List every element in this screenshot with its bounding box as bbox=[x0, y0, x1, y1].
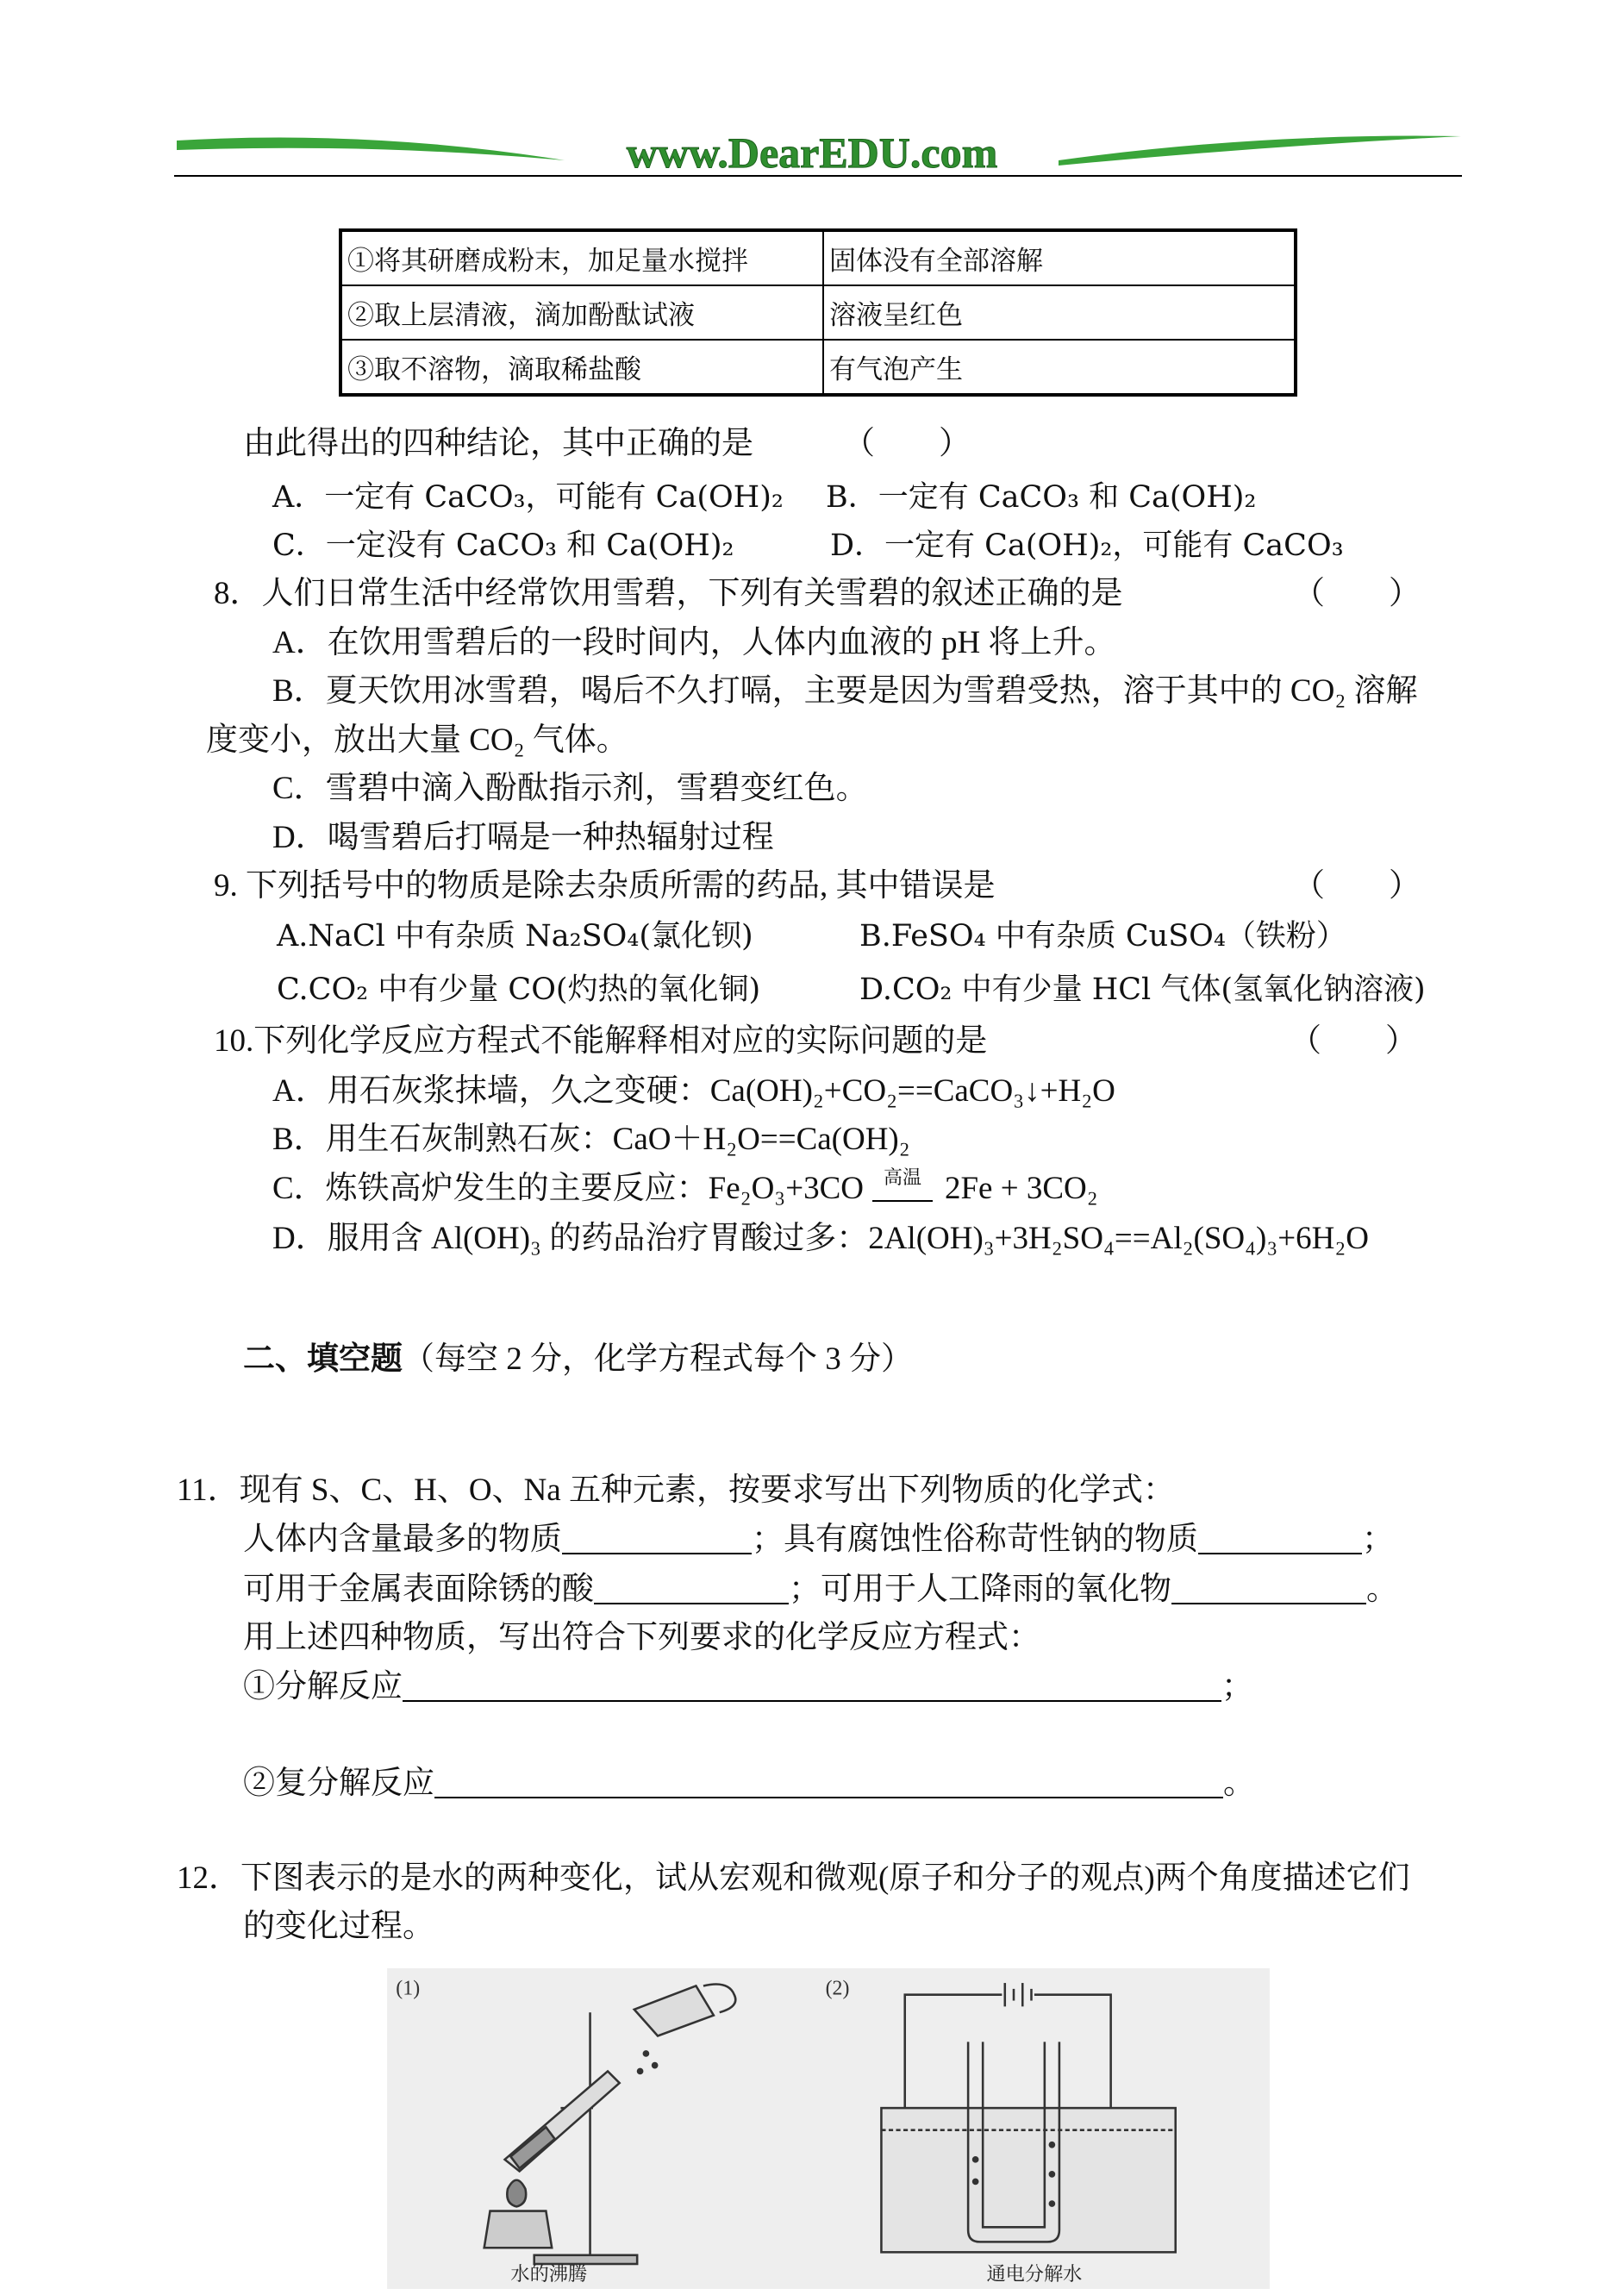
figure-label-1: (1) bbox=[396, 1977, 421, 2000]
q12-stem-cont: 的变化过程。 bbox=[243, 1909, 434, 1944]
q11-prompt-double-decomposition: ②复分解反应 bbox=[243, 1766, 434, 1801]
q11-prompt-most-abundant: 人体内含量最多的物质 bbox=[243, 1522, 562, 1557]
q10-option-c-rhs: 2Fe + 3CO₂ bbox=[944, 1171, 1098, 1206]
q8-option-b-cont: 度变小，放出大量 CO₂ 气体。 bbox=[206, 722, 628, 758]
table-cell-step: ①将其研磨成粉末，加足量水搅拌 bbox=[340, 230, 823, 285]
table-cell-result: 溶液呈红色 bbox=[823, 285, 1296, 340]
q11-line3: 用上述四种物质，写出符合下列要求的化学反应方程式： bbox=[243, 1620, 1040, 1655]
gas-bubble bbox=[973, 2179, 978, 2184]
q9-option-c: C.CO₂ 中有少量 CO(灼热的氧化铜) bbox=[277, 972, 761, 1007]
q7-intro: 由此得出的四种结论，其中正确的是 bbox=[243, 426, 753, 461]
table-row bbox=[340, 230, 1296, 285]
q11-double-decomposition bbox=[243, 1765, 1255, 1803]
q11-stem: 11．现有 S、C、H、O、Na 五种元素，按要求写出下列物质的化学式： bbox=[177, 1473, 1175, 1508]
alcohol-burner bbox=[484, 2211, 552, 2248]
q8-option-d: D．喝雪碧后打嗝是一种热辐射过程 bbox=[272, 820, 774, 855]
punctuation: 。 bbox=[1366, 1572, 1398, 1607]
q11-line2 bbox=[243, 1571, 1398, 1609]
water-changes-figure bbox=[386, 1968, 1271, 2289]
q10-option-d: D．服用含 Al(OH)₃ 的药品治疗胃酸过多：2Al(OH)₃+3H₂SO₄==Al₂(SO₄)₃+6H₂O bbox=[272, 1221, 1369, 1256]
header-banner bbox=[0, 0, 1624, 185]
answer-blank[interactable] bbox=[403, 1671, 1221, 1702]
section-heading bbox=[243, 1341, 913, 1379]
q8-option-c: C．雪碧中滴入酚酞指示剂，雪碧变红色。 bbox=[272, 771, 868, 806]
q10-option-c-lhs: C．炼铁高炉发生的主要反应：Fe₂O₃+3CO bbox=[272, 1171, 864, 1206]
q11-prompt-decomposition: ①分解反应 bbox=[243, 1669, 403, 1704]
flame bbox=[507, 2180, 526, 2207]
section-note: （每空 2 分，化学方程式每个 3 分） bbox=[403, 1341, 913, 1377]
q7-option-d: D．一定有 Ca(OH)₂，可能有 CaCO₃ bbox=[830, 528, 1344, 563]
q11-prompt-rust-acid: 可用于金属表面除锈的酸 bbox=[243, 1572, 594, 1607]
q9-option-d: D.CO₂ 中有少量 HCl 气体(氢氧化钠溶液) bbox=[859, 972, 1426, 1007]
q9-option-b: B.FeSO₄ 中有杂质 CuSO₄（铁粉） bbox=[859, 919, 1346, 954]
q8-option-a: A．在饮用雪碧后的一段时间内，人体内血液的 pH 将上升。 bbox=[272, 625, 1116, 660]
figure-caption-1: 水的沸腾 bbox=[510, 2262, 588, 2285]
section-title: 二、填空题 bbox=[243, 1341, 403, 1377]
table-cell-step: ②取上层清液，滴加酚酞试液 bbox=[340, 285, 823, 340]
q9-stem: 9. 下列括号中的物质是除去杂质所需的药品, 其中错误是 bbox=[214, 868, 996, 904]
q11-line1 bbox=[243, 1521, 1394, 1559]
punctuation: ； bbox=[1221, 1669, 1253, 1704]
site-brand: www.DearEDU.com bbox=[626, 128, 998, 177]
reaction-condition bbox=[872, 1166, 933, 1202]
table-cell-result: 固体没有全部溶解 bbox=[823, 230, 1296, 285]
q11-prompt-rain-oxide: ；可用于人工降雨的氧化物 bbox=[789, 1572, 1171, 1607]
answer-blank[interactable] bbox=[1198, 1523, 1362, 1554]
table-cell-step: ③取不溶物，滴取稀盐酸 bbox=[340, 340, 823, 395]
answer-blank[interactable] bbox=[594, 1573, 789, 1604]
gas-bubble bbox=[1050, 2201, 1054, 2205]
q10-stem: 10.下列化学反应方程式不能解释相对应的实际问题的是 bbox=[214, 1023, 988, 1059]
droplet bbox=[653, 2063, 657, 2067]
banner-right-swoosh bbox=[1059, 136, 1461, 166]
q12-stem: 12．下图表示的是水的两种变化，试从宏观和微观(原子和分子的观点)两个角度描述它们 bbox=[177, 1860, 1410, 1896]
table-row bbox=[340, 285, 1296, 340]
q11-decomposition bbox=[243, 1668, 1253, 1706]
q7-option-b: B．一定有 CaCO₃ 和 Ca(OH)₂ bbox=[826, 480, 1257, 515]
q8-stem: 8．人们日常生活中经常饮用雪碧，下列有关雪碧的叙述正确的是 bbox=[214, 576, 1123, 611]
gas-bubble bbox=[1050, 2142, 1054, 2147]
droplet bbox=[644, 2051, 648, 2055]
answer-blank[interactable] bbox=[1171, 1573, 1366, 1604]
figure-label-2: (2) bbox=[825, 1977, 850, 2000]
q7-option-a: A．一定有 CaCO₃，可能有 Ca(OH)₂ bbox=[272, 480, 784, 515]
q9-answer-paren: （ ） bbox=[1293, 868, 1421, 904]
gas-bubble bbox=[973, 2157, 978, 2161]
gas-bubble bbox=[1050, 2172, 1054, 2176]
q10-option-c bbox=[272, 1166, 1098, 1208]
q10-answer-paren: （ ） bbox=[1290, 1023, 1417, 1059]
q11-prompt-caustic-soda: ；具有腐蚀性俗称苛性钠的物质 bbox=[752, 1522, 1198, 1557]
q8-answer-paren: （ ） bbox=[1293, 576, 1421, 611]
q10-option-a: A．用石灰浆抹墙，久之变硬：Ca(OH)₂+CO₂==CaCO₃↓+H₂O bbox=[272, 1073, 1115, 1109]
answer-blank[interactable] bbox=[562, 1523, 752, 1554]
answer-blank[interactable] bbox=[434, 1767, 1223, 1798]
table-row bbox=[340, 340, 1296, 395]
table-cell-result: 有气泡产生 bbox=[823, 340, 1296, 395]
q10-option-b: B．用生石灰制熟石灰：CaO＋H₂O==Ca(OH)₂ bbox=[272, 1122, 910, 1157]
punctuation: ； bbox=[1362, 1522, 1394, 1557]
q8-option-b: B．夏天饮用冰雪碧，喝后不久打嗝，主要是因为雪碧受热，溶于其中的 CO₂ 溶解 bbox=[272, 673, 1418, 709]
q7-answer-paren: （ ） bbox=[843, 426, 971, 461]
figure-caption-2: 通电分解水 bbox=[986, 2262, 1083, 2285]
punctuation: 。 bbox=[1223, 1766, 1255, 1801]
experiment-table bbox=[339, 228, 1297, 397]
q7-option-c: C．一定没有 CaCO₃ 和 Ca(OH)₂ bbox=[272, 528, 734, 563]
banner-left-swoosh bbox=[177, 138, 565, 160]
q9-option-a: A.NaCl 中有杂质 Na₂SO₄(氯化钡) bbox=[277, 919, 753, 954]
droplet bbox=[638, 2069, 642, 2073]
reaction-condition-label: 高温 bbox=[883, 1166, 921, 1188]
